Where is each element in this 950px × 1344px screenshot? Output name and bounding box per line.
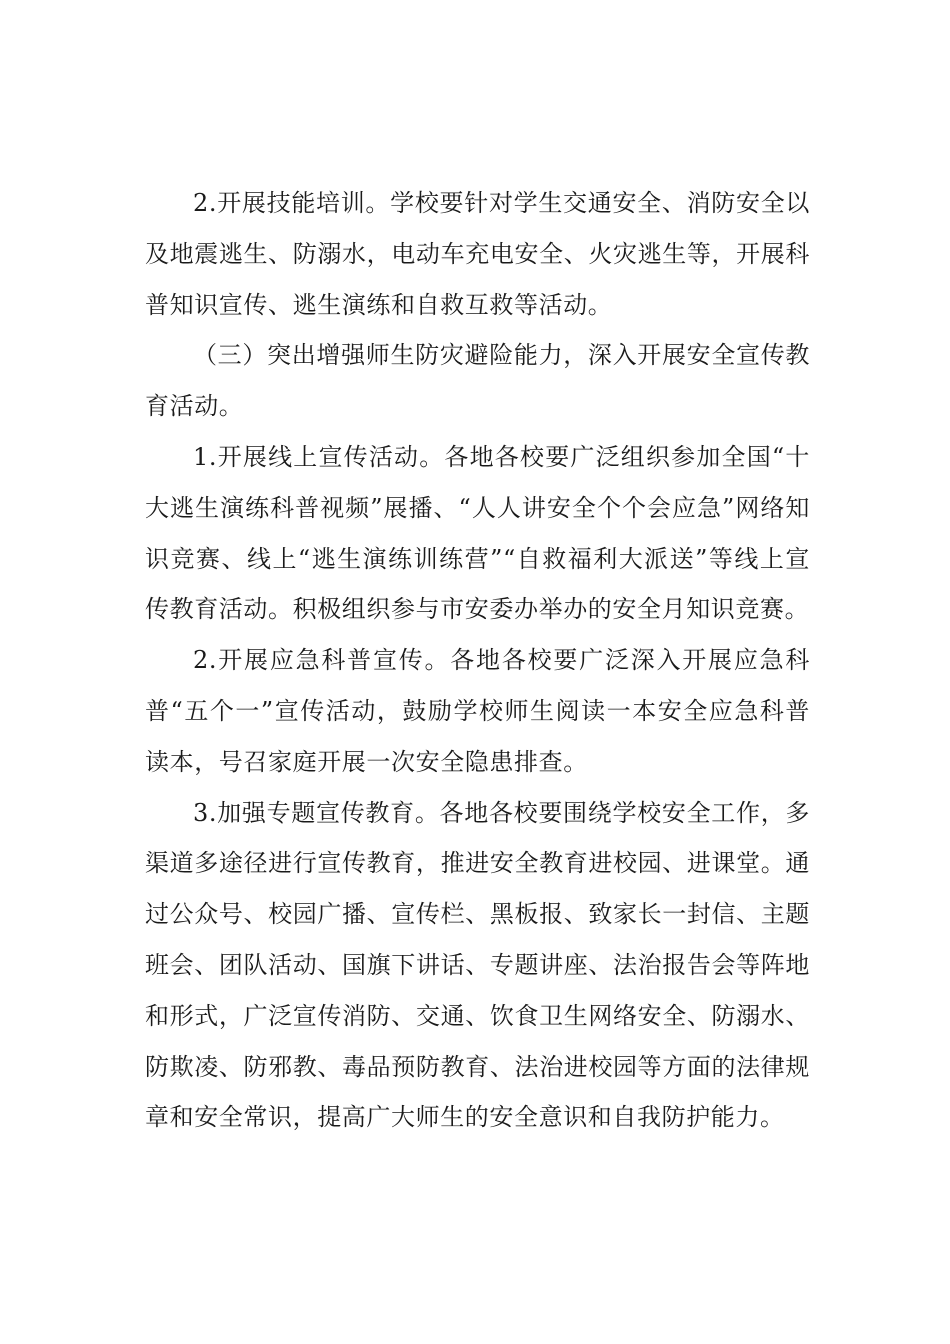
- paragraph-online-campaign: 1.开展线上宣传活动。各地各校要广泛组织参加全国“十大逃生演练科普视频”展播、“人人讲安全个个会应急”网络知识竞赛、线上“逃生演练训练营”“自救福利大派送”等线上宣传教育活动。积极组织参与市安委办举办的安全月知识竞赛。: [145, 442, 810, 624]
- section-heading-three: （三）突出增强师生防灾避险能力，深入开展安全宣传教育活动。: [145, 341, 810, 421]
- paragraph-skill-training: 2.开展技能培训。学校要针对学生交通安全、消防安全以及地震逃生、防溺水，电动车充电安全、火灾逃生等，开展科普知识宣传、逃生演练和自救互救等活动。: [145, 189, 810, 319]
- paragraph-special-education: 3.加强专题宣传教育。各地各校要围绕学校安全工作，多渠道多途径进行宣传教育，推进安全教育进校园、进课堂。通过公众号、校园广播、宣传栏、黑板报、致家长一封信、主题班会、团队活动、国旗下讲话、专题讲座、法治报告会等阵地和形式，广泛宣传消防、交通、饮食卫生网络安全、防溺水、防欺凌、防邪教、毒品预防教育、法治进校园等方面的法律规章和安全常识，提高广大师生的安全意识和自我防护能力。: [145, 798, 810, 1132]
- paragraph-emergency-science: 2.开展应急科普宣传。各地各校要广泛深入开展应急科普“五个一”宣传活动，鼓励学校师生阅读一本安全应急科普读本，号召家庭开展一次安全隐患排查。: [145, 646, 810, 776]
- document-body: [145, 178, 810, 1143]
